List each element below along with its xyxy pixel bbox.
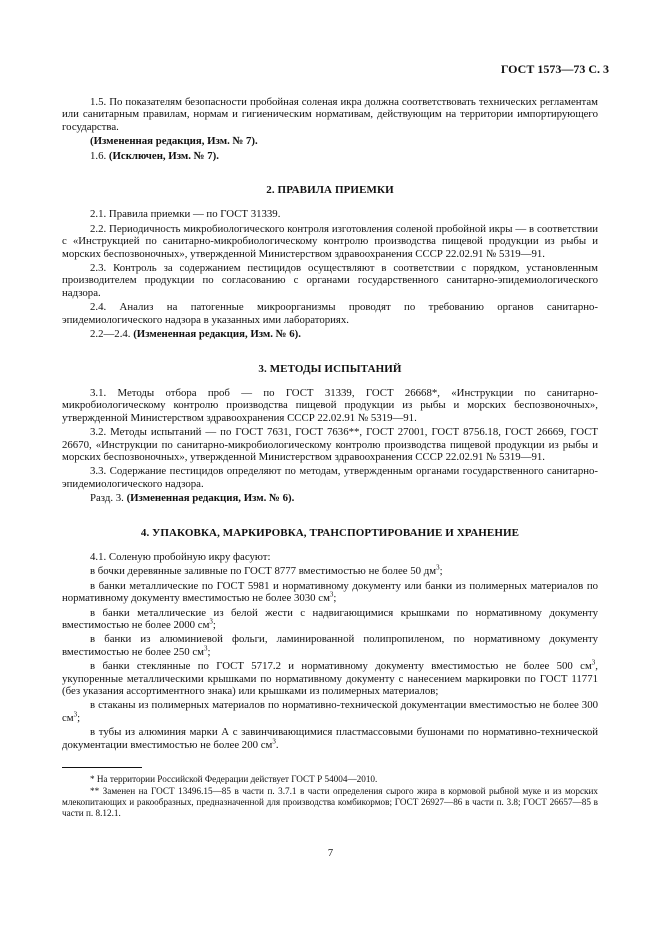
superscript: 3 [329, 590, 334, 599]
list-item [62, 699, 598, 724]
paragraph-3-3: 3.3. Содержание пестицидов определяют по методам, утвержденным органами государственного санитарно-эпидемиологического надзора. [62, 465, 598, 490]
list-item-text: в банки металлические по ГОСТ 5981 и нормативному документу или банки из полимерных материалов по нормативному документу вместимостью не более 3030 см [62, 579, 598, 605]
punctuation: ; [333, 592, 337, 605]
list-item [62, 726, 598, 751]
superscript: 3 [591, 658, 596, 667]
punctuation: ; [77, 711, 81, 724]
paragraph-2-3: 2.3. Контроль за содержанием пестицидов осуществляют в соответствии с порядком, установленным производителем продукции по согласованию с органами государственного санитарно-эпидемиологического надзора. [62, 262, 598, 299]
footnote-2: ** Заменен на ГОСТ 13496.15—85 в части п. 3.7.1 в части определения сырого жира в кормовой рыбной муке и из морских млекопитающих и ракообразных, предназначенной для производства комбикормов; ГОСТ 26927—86 в части п. 3.8; ГОСТ 26657—85 в части п. 8.12.1. [62, 786, 598, 819]
paragraph-2-4: 2.4. Анализ на патогенные микроорганизмы проводят по требованию органов санитарно-эпидемиологического надзора в указанных ими лабораториях. [62, 301, 598, 326]
amendment-text: (Исключен, Изм. № 7). [108, 149, 219, 162]
punctuation: ; [439, 565, 443, 578]
paragraph-number: Разд. 3. [90, 492, 124, 505]
paragraph-3-2: 3.2. Методы испытаний — по ГОСТ 7631, ГОСТ 7636**, ГОСТ 27001, ГОСТ 8756.18, ГОСТ 26669, ГОСТ 26670, «Инструкции по санитарно-микробиологическому контролю производства пищевой продукции из рыбы и морских беспозвоночных», утвержденной Министерством здравоохранения СССР 22.02.91 № 5319—91. [62, 426, 598, 463]
list-item-text: в банки из алюминиевой фольги, ламинированной полипропиленом, по нормативному документу вместимостью не более 250 см [62, 633, 598, 658]
section-3-title: 3. МЕТОДЫ ИСПЫТАНИЙ [258, 362, 402, 375]
amendment-note [62, 492, 598, 504]
paragraph-1-6 [62, 150, 598, 162]
paragraph-1-5: 1.5. По показателям безопасности пробойная соленая икра должна соответствовать технических регламентам или санитарным правилам, нормам и гигиеническим нормативам, действующим на территории импортирующего государства. [62, 96, 598, 133]
list-item [62, 565, 598, 577]
superscript: 3 [272, 737, 276, 746]
list-item-text: в тубы из алюминия марки А с завинчивающимися пластмассовыми бушонами по нормативно-технической документации вместимостью не более 200 см [62, 726, 598, 751]
list-item [62, 580, 598, 605]
superscript: 3 [209, 617, 213, 626]
amendment-note [62, 135, 598, 147]
list-item [62, 633, 598, 658]
amendment-text: (Измененная редакция, Изм. № 6). [126, 492, 295, 505]
paragraph-2-1: 2.1. Правила приемки — по ГОСТ 31339. [90, 208, 281, 221]
punctuation: ; [207, 645, 211, 658]
superscript: 3 [73, 710, 78, 719]
page-header: ГОСТ 1573—73 С. 3 [500, 62, 609, 76]
list-item-text: в банки стеклянные по ГОСТ 5717.2 и нормативному документу вместимостью не более 500 см [90, 660, 592, 673]
amendment-text: (Измененная редакция, Изм. № 6). [133, 328, 301, 341]
page-number: 7 [327, 848, 334, 859]
document-body [62, 96, 598, 820]
footnote-divider [62, 767, 142, 768]
list-item-text: , укупоренные металлическими крышками по нормативному документу с нанесением маркировки по ГОСТ 11771 (без указания ассортиментного знака) или крышками из полимерных материалов; [62, 660, 598, 698]
superscript: 3 [204, 644, 208, 653]
paragraph-number: 1.6. [90, 149, 107, 162]
punctuation: ; [212, 619, 216, 631]
list-item [62, 607, 598, 632]
paragraph-4-1: 4.1. Соленую пробойную икру фасуют: [90, 550, 271, 563]
amendment-text: (Измененная редакция, Изм. № 7). [90, 135, 258, 148]
list-item-text: в банки металлические из белой жести с надвигающимися крышками по нормативному документу вместимостью не более 2000 см [62, 606, 598, 631]
superscript: 3 [436, 563, 440, 572]
section-2-title: 2. ПРАВИЛА ПРИЕМКИ [266, 184, 394, 197]
footnote-1: * На территории Российской Федерации действует ГОСТ Р 54004—2010. [90, 774, 378, 785]
paragraph-3-1: 3.1. Методы отбора проб — по ГОСТ 31339, ГОСТ 26668*, «Инструкции по санитарно-микробиологическому контролю производства пищевой продукции из рыбы и морских беспозвоночных», утвержденной Министерством здравоохранения СССР 22.02.91 № 5319—91. [62, 386, 598, 424]
section-4-title: 4. УПАКОВКА, МАРКИРОВКА, ТРАНСПОРТИРОВАНИЕ И ХРАНЕНИЕ [140, 526, 520, 539]
paragraph-number: 2.2—2.4. [90, 328, 131, 341]
paragraph-2-2: 2.2. Периодичность микробиологического контроля изготовления соленой пробойной икры — в соответствии с «Инструкцией по санитарно-микробиологическому контролю производства пищевой продукции из рыбы и морских беспозвоночных», утвержденной Министерством здравоохранения СССР 22.02.91 № 5319—91. [62, 222, 598, 260]
list-item [62, 660, 598, 697]
list-item-text: в стаканы из полимерных материалов по нормативно-технической документации вместимостью не более 300 см [62, 699, 598, 724]
list-item-text: в бочки деревянные заливные по ГОСТ 8777 вместимостью не более 50 дм [90, 565, 437, 578]
amendment-note [62, 328, 598, 340]
punctuation: . [275, 738, 279, 751]
